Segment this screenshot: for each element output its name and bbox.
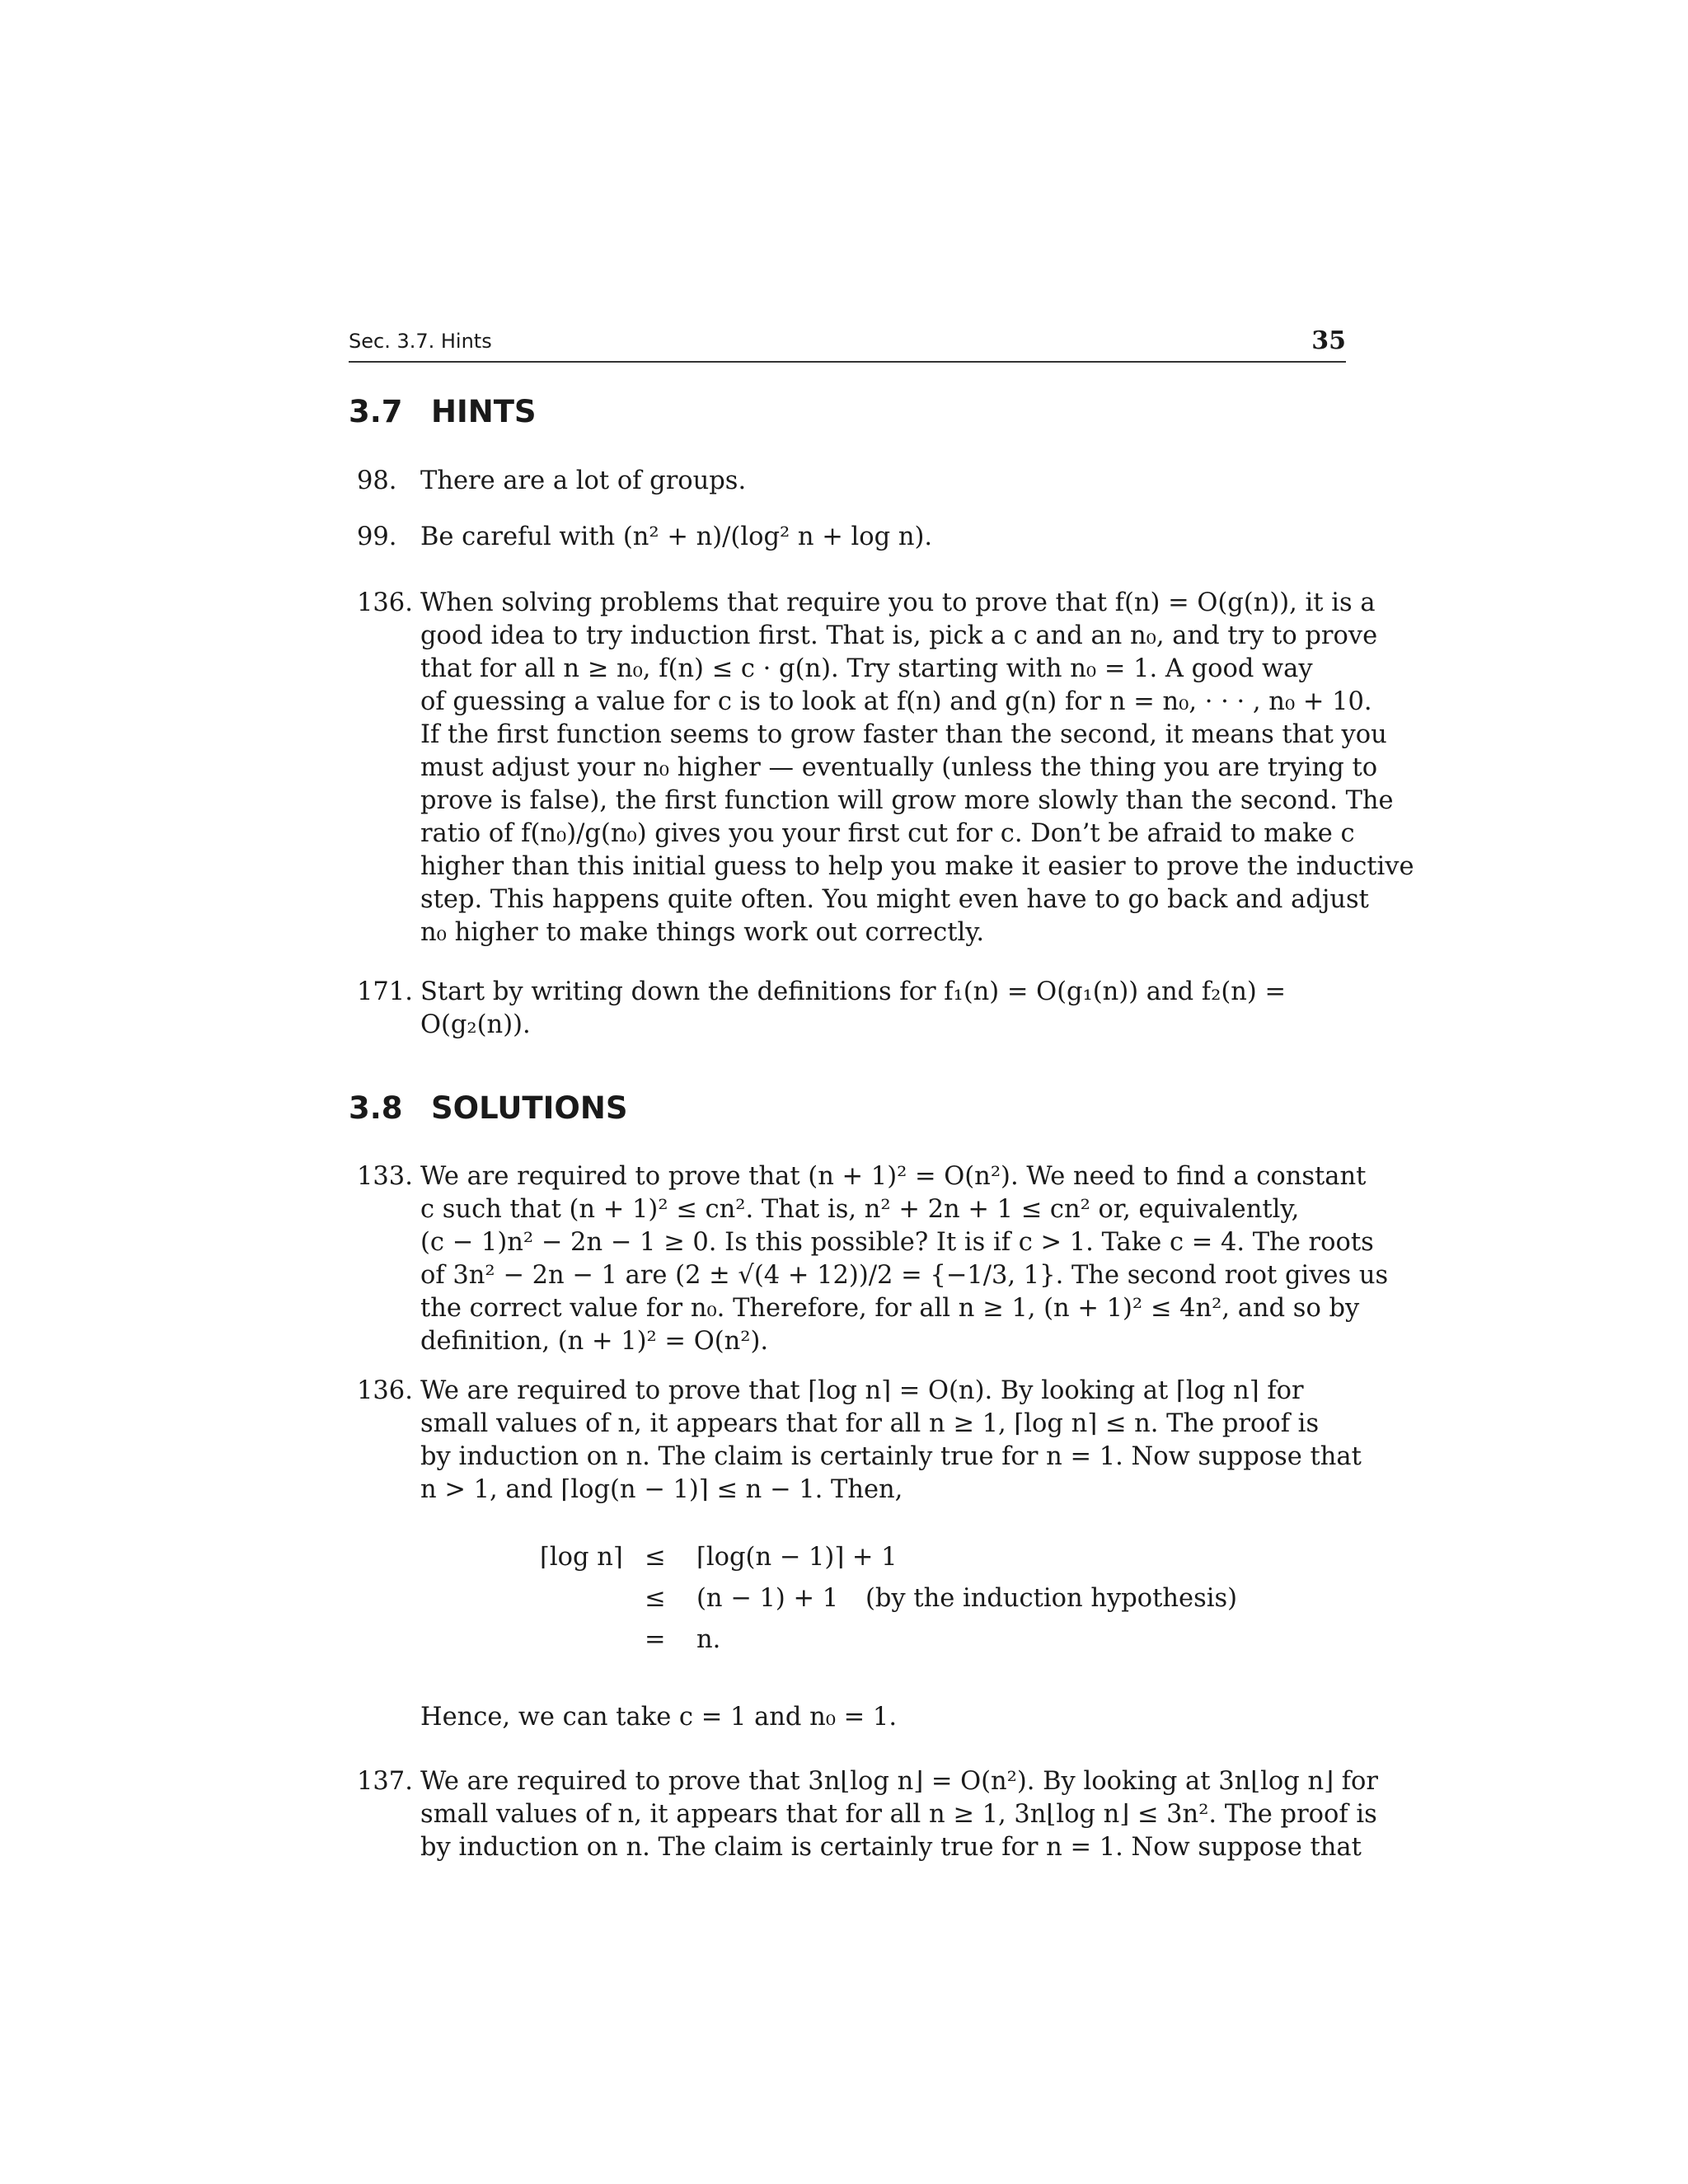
hint-item	[349, 976, 1346, 1042]
text-line: We are required to prove that (n + 1)² = O(n²). We need to find a constant	[420, 1162, 1367, 1191]
hint-item	[349, 521, 1346, 554]
text-line: c such that (n + 1)² ≤ cn². That is, n² + 2n + 1 ≤ cn² or, equivalently,	[420, 1195, 1300, 1224]
section-heading-hints	[349, 394, 537, 429]
eq-rhs: (n − 1) + 1	[696, 1584, 839, 1613]
solution-item	[349, 1765, 1378, 1864]
eq-rhs: ⌈log(n − 1)⌉ + 1	[696, 1543, 898, 1572]
eq-note: (by the induction hypothesis)	[865, 1584, 1238, 1613]
text-line: must adjust your n₀ higher — eventually (unless the thing you are trying to	[420, 753, 1378, 782]
item-text: There are a lot of groups.	[420, 466, 747, 495]
text-line: the correct value for n₀. Therefore, for all n ≥ 1, (n + 1)² ≤ 4n², and so by	[420, 1294, 1360, 1323]
text-line: Start by writing down the definitions for f₁(n) = O(g₁(n)) and f₂(n) =	[420, 977, 1287, 1006]
section-number: 3.8	[349, 1090, 403, 1126]
text-line: small values of n, it appears that for all n ≥ 1, ⌈log n⌉ ≤ n. The proof is	[420, 1409, 1320, 1438]
text-line: If the first function seems to grow faster than the second, it means that you	[420, 720, 1387, 749]
text-line: step. This happens quite often. You might even have to go back and adjust	[420, 885, 1369, 914]
solution-item	[349, 1160, 1389, 1358]
text-line: We are required to prove that 3n⌊log n⌋ = O(n²). By looking at 3n⌊log n⌋ for	[420, 1767, 1378, 1796]
eq-op: ≤	[645, 1584, 666, 1613]
eq-rhs: n.	[696, 1625, 721, 1654]
solution-followup	[349, 1701, 1346, 1734]
text-line: higher than this initial guess to help you make it easier to prove the inductive	[420, 852, 1414, 881]
text-line: by induction on n. The claim is certainly true for n = 1. Now suppose that	[420, 1833, 1362, 1862]
text-line: of 3n² − 2n − 1 are (2 ± √(4 + 12))/2 = {−1/3, 1}. The second root gives us	[420, 1261, 1389, 1290]
eq-lhs: ⌈log n⌉	[540, 1543, 623, 1572]
solution-item	[349, 1375, 1362, 1507]
running-head: Sec. 3.7. Hints	[349, 330, 492, 353]
text-line: Hence, we can take c = 1 and n₀ = 1.	[420, 1703, 898, 1732]
text-line: prove is false), the first function will grow more slowly than the second. The	[420, 786, 1394, 815]
text-line: (c − 1)n² − 2n − 1 ≥ 0. Is this possible? It is if c > 1. Take c = 4. The roots	[420, 1228, 1374, 1257]
hint-item	[349, 465, 1346, 498]
section-title: SOLUTIONS	[431, 1090, 628, 1126]
text-line: small values of n, it appears that for all n ≥ 1, 3n⌊log n⌋ ≤ 3n². The proof is	[420, 1800, 1377, 1829]
section-heading-solutions	[349, 1090, 627, 1126]
text-line: When solving problems that require you to prove that f(n) = O(g(n)), it is a	[420, 588, 1376, 617]
item-label: 136.	[357, 1376, 413, 1405]
text-line: definition, (n + 1)² = O(n²).	[420, 1327, 769, 1356]
page-number: 35	[1311, 326, 1346, 355]
section-title: HINTS	[431, 394, 537, 429]
item-label: 137.	[357, 1767, 413, 1796]
text-line: of guessing a value for c is to look at f(n) and g(n) for n = n₀, · · · , n₀ + 10.	[420, 687, 1372, 716]
item-label: 133.	[357, 1162, 413, 1191]
item-text: Be careful with (n² + n)/(log² n + log n).	[420, 523, 933, 551]
text-line: O(g₂(n)).	[420, 1010, 531, 1039]
text-line: that for all n ≥ n₀, f(n) ≤ c · g(n). Try starting with n₀ = 1. A good way	[420, 654, 1313, 683]
eq-op: ≤	[645, 1543, 666, 1572]
section-number: 3.7	[349, 394, 403, 429]
item-label: 171.	[357, 977, 413, 1006]
eq-op: =	[645, 1625, 666, 1654]
text-line: We are required to prove that ⌈log n⌉ = O(n). By looking at ⌈log n⌉ for	[420, 1376, 1304, 1405]
text-line: good idea to try induction first. That is, pick a c and an n₀, and try to prove	[420, 621, 1378, 650]
item-label: 99.	[357, 523, 397, 551]
hint-item	[349, 587, 1414, 949]
text-line: n₀ higher to make things work out correctly.	[420, 918, 985, 947]
text-line: n > 1, and ⌈log(n − 1)⌉ ≤ n − 1. Then,	[420, 1475, 903, 1504]
text-line: by induction on n. The claim is certainly true for n = 1. Now suppose that	[420, 1442, 1362, 1471]
running-header	[349, 328, 1346, 363]
text-line: ratio of f(n₀)/g(n₀) gives you your first cut for c. Don’t be afraid to make c	[420, 819, 1355, 848]
item-label: 98.	[357, 466, 397, 495]
item-label: 136.	[357, 588, 413, 617]
